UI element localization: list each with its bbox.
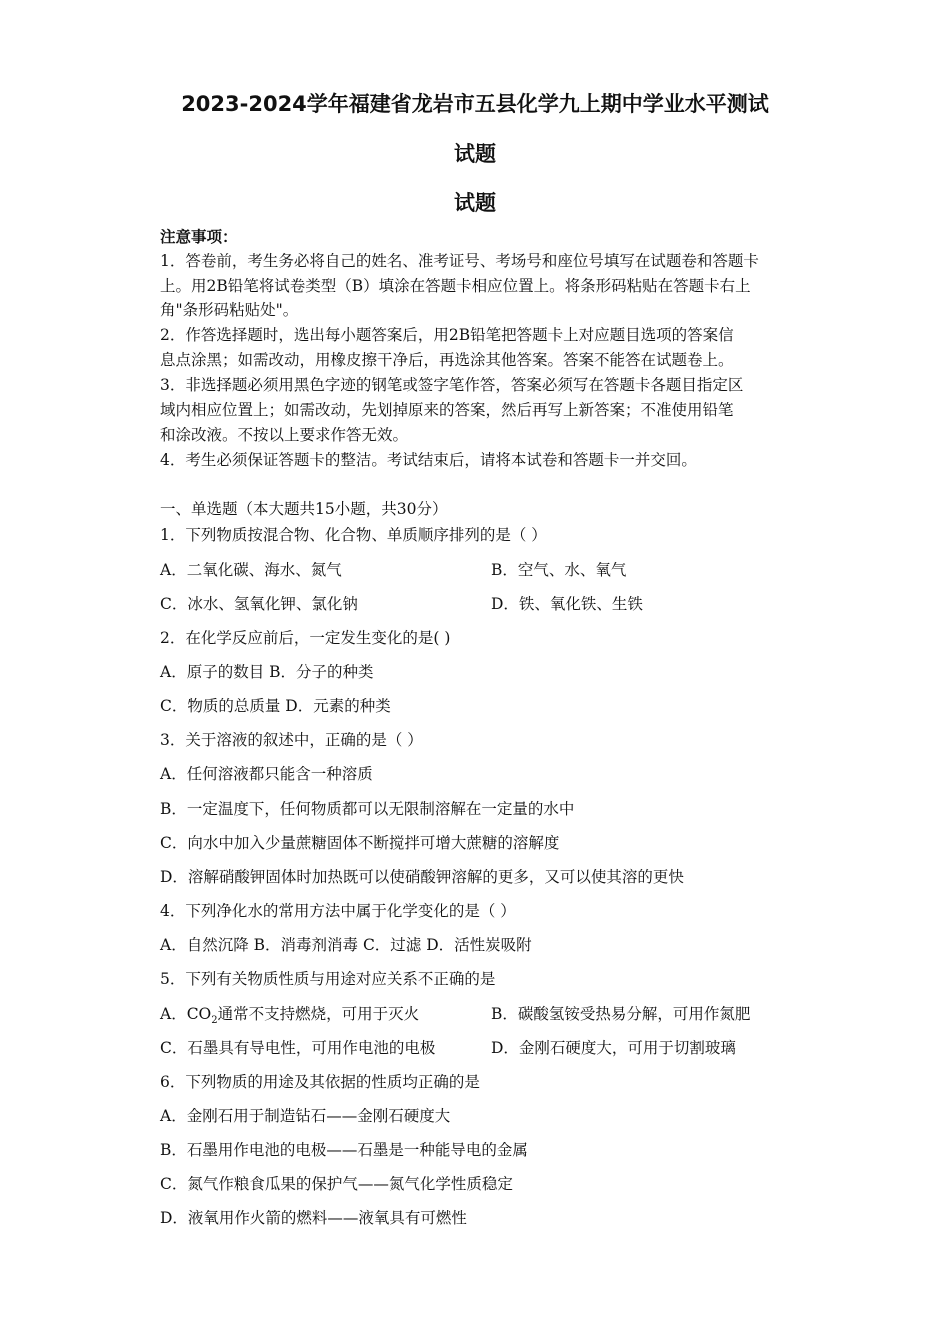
question-1-option-a[interactable]: A．二氧化碳、海水、氮气 — [160, 561, 342, 579]
question-2-options-cd[interactable]: C．物质的总质量 D．元素的种类 — [160, 697, 391, 715]
question-5-option-d[interactable]: D．金刚石硬度大，可用于切割玻璃 — [491, 1039, 736, 1057]
question-6-option-b[interactable]: B．石墨用作电池的电极——石墨是一种能导电的金属 — [160, 1141, 528, 1159]
question-3-option-c[interactable]: C．向水中加入少量蔗糖固体不断搅拌可增大蔗糖的溶解度 — [160, 834, 560, 852]
question-6-option-c[interactable]: C．氮气作粮食瓜果的保护气——氮气化学性质稳定 — [160, 1175, 513, 1193]
question-3-option-d[interactable]: D．溶解硝酸钾固体时加热既可以使硝酸钾溶解的更多，又可以使其溶的更快 — [160, 868, 684, 886]
section-heading: 一、单选题（本大题共15小题，共30分） — [160, 500, 448, 518]
question-5-option-a[interactable] — [160, 1004, 419, 1031]
notice-line: 1．答卷前，考生务必将自己的姓名、准考证号、考场号和座位号填写在试题卷和答题卡 — [160, 252, 759, 270]
notice-line: 和涂改液。不按以上要求作答无效。 — [160, 426, 409, 444]
notice-line: 息点涂黑；如需改动，用橡皮擦干净后，再选涂其他答案。答案不能答在试题卷上。 — [160, 351, 734, 369]
question-3-option-b[interactable]: B．一定温度下，任何物质都可以无限制溶解在一定量的水中 — [160, 800, 575, 818]
question-1-option-c[interactable]: C．冰水、氢氧化钾、氯化钠 — [160, 595, 358, 613]
notice-line: 上。用2B铅笔将试卷类型（B）填涂在答题卡相应位置上。将条形码粘贴在答题卡右上 — [160, 277, 751, 295]
question-5-stem: 5．下列有关物质性质与用途对应关系不正确的是 — [160, 970, 496, 988]
question-5-option-b[interactable]: B．碳酸氢铵受热易分解，可用作氮肥 — [491, 1005, 751, 1023]
exam-title-line1: 2023-2024学年福建省龙岩市五县化学九上期中学业水平测试 — [181, 92, 769, 116]
option-a-prefix: A．CO — [160, 1005, 212, 1023]
question-5-option-c[interactable]: C．石墨具有导电性，可用作电池的电极 — [160, 1039, 436, 1057]
notice-heading: 注意事项： — [160, 227, 238, 246]
question-1-stem: 1．下列物质按混合物、化合物、单质顺序排列的是（ ） — [160, 526, 547, 544]
question-4-options[interactable]: A．自然沉降 B．消毒剂消毒 C．过滤 D．活性炭吸附 — [160, 936, 532, 954]
notice-line: 3．非选择题必须用黑色字迹的钢笔或签字笔作答，答案必须写在答题卡各题目指定区 — [160, 376, 744, 394]
question-3-stem: 3．关于溶液的叙述中，正确的是（ ） — [160, 731, 423, 749]
notice-line: 域内相应位置上；如需改动，先划掉原来的答案，然后再写上新答案；不准使用铅笔 — [160, 401, 734, 419]
question-6-option-d[interactable]: D．液氧用作火箭的燃料——液氧具有可燃性 — [160, 1209, 467, 1227]
question-3-option-a[interactable]: A．任何溶液都只能含一种溶质 — [160, 765, 373, 783]
notice-line: 2．作答选择题时，选出每小题答案后，用2B铅笔把答题卡上对应题目选项的答案信 — [160, 326, 734, 344]
subscript: 2 — [211, 1015, 218, 1027]
question-1-option-d[interactable]: D．铁、氧化铁、生铁 — [491, 595, 643, 613]
question-4-stem: 4．下列净化水的常用方法中属于化学变化的是（ ） — [160, 902, 516, 920]
question-2-options-ab[interactable]: A．原子的数目 B．分子的种类 — [160, 663, 374, 681]
question-1-option-b[interactable]: B．空气、水、氧气 — [491, 561, 627, 579]
question-6-option-a[interactable]: A．金刚石用于制造钻石——金刚石硬度大 — [160, 1107, 451, 1125]
exam-title-line3: 试题 — [454, 191, 496, 215]
notice-line: 角"条形码粘贴处"。 — [160, 301, 299, 319]
question-2-stem: 2．在化学反应前后，一定发生变化的是( ) — [160, 629, 451, 647]
option-a-suffix: 通常不支持燃烧，可用于灭火 — [217, 1005, 420, 1023]
notice-line: 4．考生必须保证答题卡的整洁。考试结束后，请将本试卷和答题卡一并交回。 — [160, 451, 697, 469]
exam-title-line2: 试题 — [454, 142, 496, 166]
question-6-stem: 6．下列物质的用途及其依据的性质均正确的是 — [160, 1073, 480, 1091]
